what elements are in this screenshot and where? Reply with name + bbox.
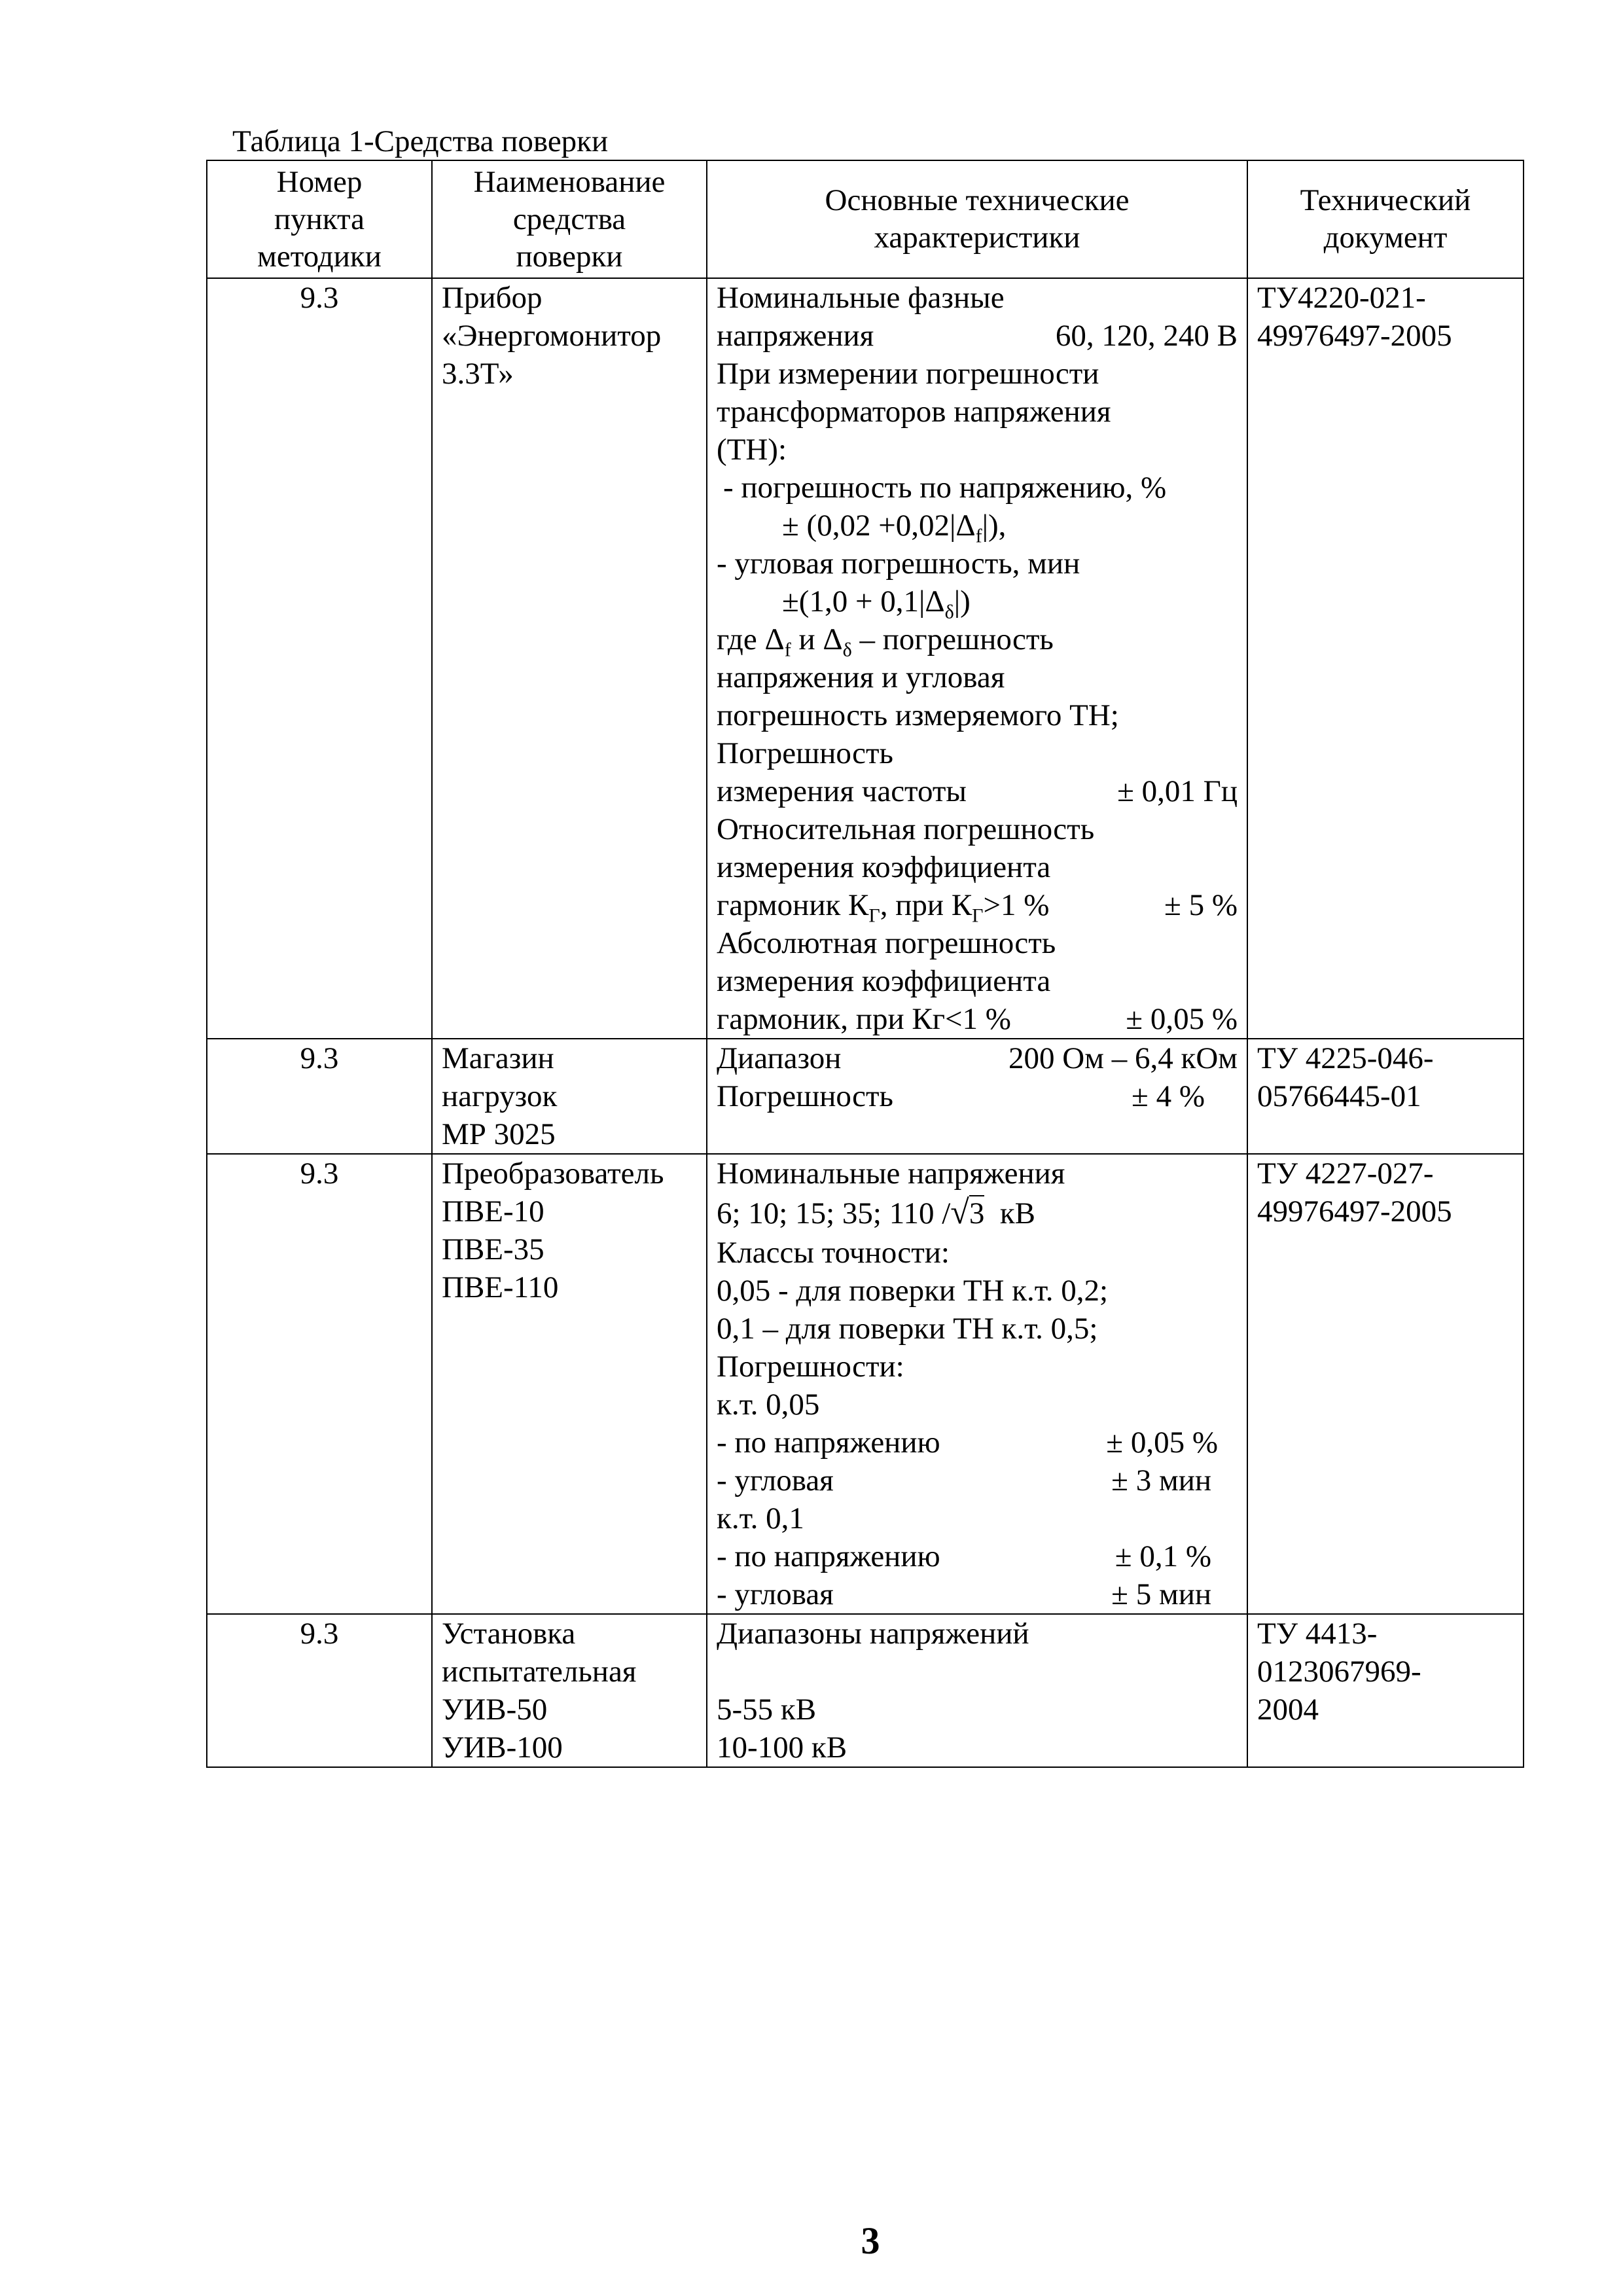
table-row [207, 1039, 1524, 1154]
table-row [207, 1614, 1524, 1767]
sqrt-sign: √ [950, 1194, 969, 1231]
item-characteristics: Номинальные фазные напряжения 60, 120, 240 В При измерении погрешности трансформаторов напряжения (ТН): - погрешность по напряжению, % ± $(0,02 +0,02|\Delta_f|)$, - угловая погрешность, мин $\pm(1,0 + 0,1|\Delta_\delta|)$ где $\Delta_f$ и $\Delta_\delta$ – погрешность напряжения и угловая погрешность измеряемого ТН; Погрешность измерения частоты ± 0,01 Гц Относительная погрешность измерения коэффициента гармоник $К_Г$, при $К_Г>1$ % ± 5 % Абсолютная погрешность измерения коэффициента гармоник, при Кг<1 % ± 0,05 % [707, 278, 1247, 1039]
item-name: Прибор «Энергомонитор 3.3Т» [432, 278, 707, 1039]
item-name: Преобразователь ПВЕ-10 ПВЕ-35 ПВЕ-110 [432, 1154, 707, 1614]
item-document: ТУ 4225-046- 05766445-01 [1247, 1039, 1524, 1154]
item-name: Установка испытательная УИВ-50 УИВ-100 [432, 1614, 707, 1767]
table-caption: Таблица 1-Средства поверки [232, 124, 609, 158]
header-characteristics: Основные технические характеристики [707, 160, 1247, 278]
item-number: 9.3 [207, 1039, 432, 1154]
item-characteristics: Номинальные напряжения 6; 10; 15; 35; 110 /√3 кВ Классы точности: 0,05 - для поверки ТН к.т. 0,2; 0,1 – для поверки ТН к.т. 0,5; Погрешности: к.т. 0,05 - по напряжению ± 0,05 % - угловая ± 3 мин к.т. 0,1 - по напряжению ± 0,1 % - угловая ± 5 мин [707, 1154, 1247, 1614]
table-row [207, 1154, 1524, 1614]
item-document: ТУ4220-021- 49976497-2005 [1247, 278, 1524, 1039]
item-characteristics: Диапазоны напряжений 5-55 кВ 10-100 кВ [707, 1614, 1247, 1767]
item-characteristics: Диапазон 200 Ом – 6,4 кОм Погрешность ± 4 % [707, 1039, 1247, 1154]
header-document: Технический документ [1247, 160, 1524, 278]
header-num: Номер пункта методики [207, 160, 432, 278]
item-document: ТУ 4413- 0123067969- 2004 [1247, 1614, 1524, 1767]
header-name: Наименование средства поверки [432, 160, 707, 278]
item-document: ТУ 4227-027- 49976497-2005 [1247, 1154, 1524, 1614]
item-name: Магазин нагрузок МР 3025 [432, 1039, 707, 1154]
page-number: 3 [861, 2219, 880, 2262]
table-row [207, 278, 1524, 1039]
verification-tools-table [206, 160, 1524, 1768]
item-number: 9.3 [207, 1614, 432, 1767]
item-number: 9.3 [207, 1154, 432, 1614]
table-header-row [207, 160, 1524, 278]
item-number: 9.3 [207, 278, 432, 1039]
